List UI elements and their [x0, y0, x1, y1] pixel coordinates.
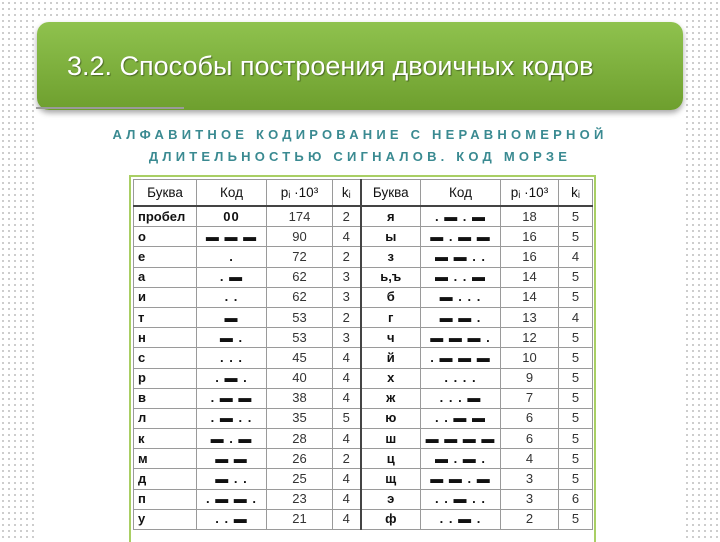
- cell-length: 4: [333, 368, 361, 388]
- cell-code: ▬ . . .: [421, 287, 501, 307]
- cell-letter: д: [134, 469, 197, 489]
- cell-probability: 35: [267, 408, 333, 428]
- cell-letter: у: [134, 509, 197, 529]
- header-length: kᵢ: [333, 180, 361, 207]
- cell-letter: ч: [361, 328, 421, 348]
- cell-probability: 40: [267, 368, 333, 388]
- table-row: [134, 206, 593, 227]
- subtitle-line-1: АЛФАВИТНОЕ КОДИРОВАНИЕ С НЕРАВНОМЕРНОЙ: [112, 127, 608, 142]
- cell-length: 5: [559, 227, 593, 247]
- cell-probability: 3: [501, 469, 559, 489]
- cell-letter: л: [134, 408, 197, 428]
- cell-length: 5: [559, 348, 593, 368]
- cell-length: 6: [559, 489, 593, 509]
- cell-code: . .: [197, 287, 267, 307]
- cell-letter: ы: [361, 227, 421, 247]
- title-underline: [36, 107, 184, 109]
- cell-probability: 10: [501, 348, 559, 368]
- cell-code: ▬ .: [197, 328, 267, 348]
- cell-letter: я: [361, 206, 421, 227]
- cell-probability: 2: [501, 509, 559, 529]
- cell-length: 4: [559, 247, 593, 267]
- slide-subtitle: [90, 124, 630, 168]
- cell-length: 5: [559, 449, 593, 469]
- cell-letter: н: [134, 328, 197, 348]
- cell-code: . . . .: [421, 368, 501, 388]
- cell-code: ▬ ▬: [197, 449, 267, 469]
- cell-probability: 72: [267, 247, 333, 267]
- cell-probability: 6: [501, 429, 559, 449]
- cell-probability: 3: [501, 489, 559, 509]
- cell-probability: 6: [501, 408, 559, 428]
- cell-letter: з: [361, 247, 421, 267]
- cell-letter: ш: [361, 429, 421, 449]
- header-code: Код: [197, 180, 267, 207]
- cell-probability: 174: [267, 206, 333, 227]
- cell-probability: 38: [267, 388, 333, 408]
- cell-code: ▬ . ▬ .: [421, 449, 501, 469]
- cell-code: ▬ . ▬ ▬: [421, 227, 501, 247]
- cell-length: 5: [559, 469, 593, 489]
- cell-letter: э: [361, 489, 421, 509]
- table-row: [134, 328, 593, 348]
- cell-length: 2: [333, 247, 361, 267]
- cell-probability: 26: [267, 449, 333, 469]
- cell-code: . ▬ ▬: [197, 388, 267, 408]
- cell-length: 4: [333, 509, 361, 529]
- cell-code: ▬: [197, 307, 267, 327]
- cell-letter: т: [134, 307, 197, 327]
- cell-length: 2: [333, 307, 361, 327]
- cell-code: . ▬ . .: [197, 408, 267, 428]
- cell-length: 4: [559, 307, 593, 327]
- cell-code: . . ▬ ▬: [421, 408, 501, 428]
- table-row: [134, 429, 593, 449]
- cell-code: . . . ▬: [421, 388, 501, 408]
- cell-length: 4: [333, 388, 361, 408]
- slide-title: 3.2. Способы построения двоичных кодов: [67, 51, 594, 81]
- cell-letter: м: [134, 449, 197, 469]
- cell-length: 5: [559, 287, 593, 307]
- cell-letter: х: [361, 368, 421, 388]
- cell-letter: а: [134, 267, 197, 287]
- cell-length: 5: [559, 267, 593, 287]
- cell-code: . . ▬ .: [421, 509, 501, 529]
- table-row: [134, 469, 593, 489]
- cell-probability: 16: [501, 227, 559, 247]
- cell-letter: ь,ъ: [361, 267, 421, 287]
- cell-letter: в: [134, 388, 197, 408]
- cell-code: . . ▬ . .: [421, 489, 501, 509]
- cell-probability: 53: [267, 328, 333, 348]
- cell-length: 5: [559, 328, 593, 348]
- cell-length: 5: [333, 408, 361, 428]
- cell-probability: 25: [267, 469, 333, 489]
- cell-letter: ж: [361, 388, 421, 408]
- cell-letter: ф: [361, 509, 421, 529]
- cell-code: . ▬: [197, 267, 267, 287]
- cell-code: . ▬ ▬ ▬: [421, 348, 501, 368]
- table-row: [134, 489, 593, 509]
- cell-length: 5: [559, 408, 593, 428]
- header-probability: pᵢ ·10³: [267, 180, 333, 207]
- table-row: [134, 348, 593, 368]
- table-body: [134, 206, 593, 530]
- cell-probability: 23: [267, 489, 333, 509]
- table-row: [134, 388, 593, 408]
- cell-probability: 9: [501, 368, 559, 388]
- table-row: [134, 247, 593, 267]
- table-row: [134, 509, 593, 529]
- cell-length: 4: [333, 227, 361, 247]
- cell-probability: 14: [501, 287, 559, 307]
- table-row: [134, 267, 593, 287]
- cell-code: ▬ . ▬: [197, 429, 267, 449]
- header-letter: Буква: [134, 180, 197, 207]
- morse-table-frame: [129, 175, 596, 542]
- cell-probability: 90: [267, 227, 333, 247]
- cell-letter: и: [134, 287, 197, 307]
- cell-probability: 14: [501, 267, 559, 287]
- cell-code: ▬ ▬ ▬ .: [421, 328, 501, 348]
- cell-letter: пробел: [134, 206, 197, 227]
- cell-length: 5: [559, 509, 593, 529]
- cell-probability: 12: [501, 328, 559, 348]
- cell-probability: 4: [501, 449, 559, 469]
- table-row: [134, 408, 593, 428]
- cell-length: 4: [333, 348, 361, 368]
- header-code: Код: [421, 180, 501, 207]
- header-length: kᵢ: [559, 180, 593, 207]
- cell-letter: й: [361, 348, 421, 368]
- cell-code: . . ▬: [197, 509, 267, 529]
- cell-code: ▬ ▬ ▬: [197, 227, 267, 247]
- cell-code: ▬ ▬ . ▬: [421, 469, 501, 489]
- cell-code: ▬ . .: [197, 469, 267, 489]
- title-bar: [37, 22, 683, 110]
- table-row: [134, 307, 593, 327]
- table-row: [134, 287, 593, 307]
- cell-code: ▬ ▬ .: [421, 307, 501, 327]
- cell-length: 3: [333, 267, 361, 287]
- cell-length: 4: [333, 469, 361, 489]
- cell-probability: 62: [267, 267, 333, 287]
- cell-code: . ▬ .: [197, 368, 267, 388]
- cell-length: 4: [333, 429, 361, 449]
- cell-letter: ю: [361, 408, 421, 428]
- cell-length: 3: [333, 287, 361, 307]
- cell-letter: к: [134, 429, 197, 449]
- cell-code: 00: [197, 206, 267, 227]
- cell-length: 4: [333, 489, 361, 509]
- cell-probability: 21: [267, 509, 333, 529]
- header-probability: pᵢ ·10³: [501, 180, 559, 207]
- cell-length: 5: [559, 206, 593, 227]
- cell-probability: 53: [267, 307, 333, 327]
- cell-letter: р: [134, 368, 197, 388]
- header-letter: Буква: [361, 180, 421, 207]
- table-row: [134, 227, 593, 247]
- cell-probability: 7: [501, 388, 559, 408]
- cell-code: ▬ ▬ ▬ ▬: [421, 429, 501, 449]
- cell-letter: п: [134, 489, 197, 509]
- cell-probability: 13: [501, 307, 559, 327]
- table-row: [134, 449, 593, 469]
- cell-letter: щ: [361, 469, 421, 489]
- cell-code: ▬ ▬ . .: [421, 247, 501, 267]
- cell-code: .: [197, 247, 267, 267]
- table-header-row: [134, 180, 593, 207]
- cell-code: . ▬ . ▬: [421, 206, 501, 227]
- cell-letter: г: [361, 307, 421, 327]
- cell-length: 3: [333, 328, 361, 348]
- table-row: [134, 368, 593, 388]
- cell-code: . ▬ ▬ .: [197, 489, 267, 509]
- subtitle-line-2: ДЛИТЕЛЬНОСТЬЮ СИГНАЛОВ. КОД МОРЗЕ: [148, 149, 572, 164]
- cell-length: 5: [559, 429, 593, 449]
- cell-letter: б: [361, 287, 421, 307]
- cell-letter: е: [134, 247, 197, 267]
- morse-code-table: [133, 179, 593, 530]
- cell-probability: 45: [267, 348, 333, 368]
- cell-probability: 62: [267, 287, 333, 307]
- cell-length: 2: [333, 206, 361, 227]
- cell-probability: 28: [267, 429, 333, 449]
- cell-length: 2: [333, 449, 361, 469]
- cell-probability: 16: [501, 247, 559, 267]
- cell-letter: ц: [361, 449, 421, 469]
- cell-length: 5: [559, 388, 593, 408]
- cell-length: 5: [559, 368, 593, 388]
- cell-code: . . .: [197, 348, 267, 368]
- cell-letter: о: [134, 227, 197, 247]
- cell-probability: 18: [501, 206, 559, 227]
- cell-code: ▬ . . ▬: [421, 267, 501, 287]
- cell-letter: с: [134, 348, 197, 368]
